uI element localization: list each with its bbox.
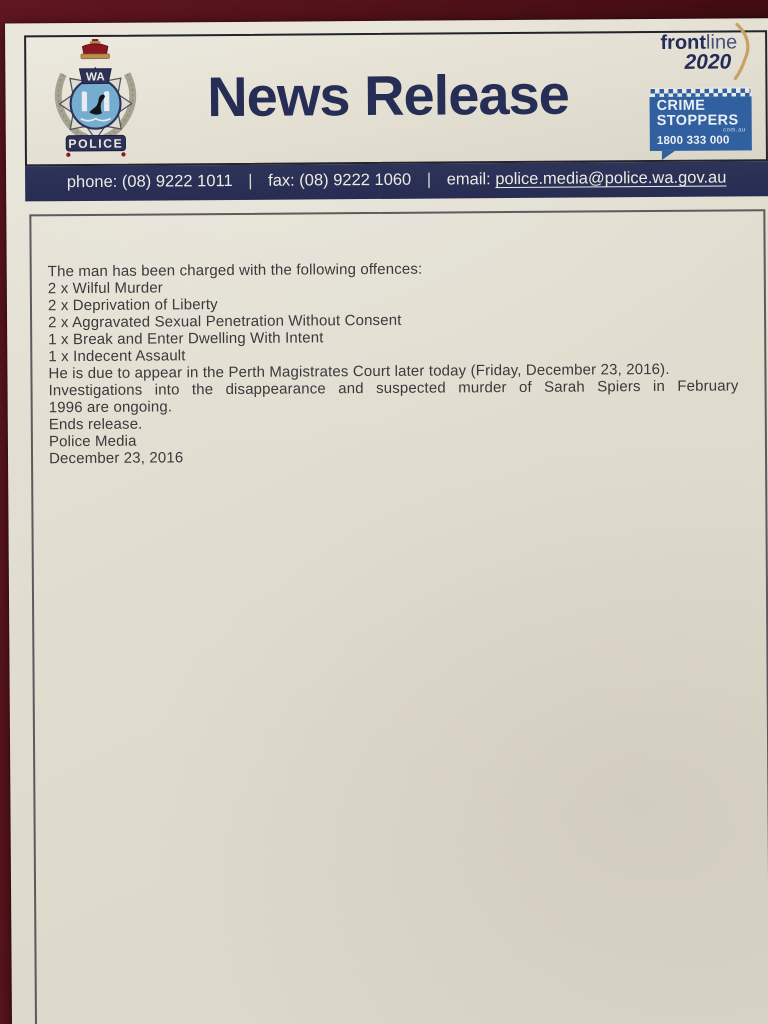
crime-stoppers-speech-tail bbox=[662, 151, 675, 160]
frontline-2020-logo bbox=[660, 32, 751, 73]
pillar-right bbox=[104, 90, 109, 110]
crime-stoppers-box bbox=[650, 96, 752, 152]
ends-release-line: Ends release. bbox=[48, 415, 143, 434]
charge-item: 2 x Deprivation of Liberty bbox=[47, 296, 218, 315]
wa-banner bbox=[79, 68, 111, 83]
badge-disc bbox=[70, 78, 120, 128]
frontline-swoosh-icon bbox=[733, 22, 753, 80]
crime-stoppers-line1: CRIME bbox=[656, 97, 706, 114]
phone-label: phone: bbox=[66, 172, 118, 192]
crime-stoppers-line2: STOPPERS bbox=[656, 112, 739, 129]
crime-stoppers-logo bbox=[649, 87, 752, 161]
crime-stoppers-phone: 1800 333 000 bbox=[656, 134, 730, 148]
header-logos bbox=[631, 32, 756, 161]
date-line: December 23, 2016 bbox=[48, 449, 184, 468]
charge-item: 1 x Indecent Assault bbox=[48, 347, 186, 366]
police-banner bbox=[66, 135, 126, 157]
frontline-year: 2020 bbox=[684, 50, 732, 74]
charge-item: 2 x Wilful Murder bbox=[47, 279, 163, 298]
investigation-line-1: Investigations into the disappearance and suspected murder of Sarah Spiers in February bbox=[48, 377, 739, 400]
investigation-line-2: 1996 are ongoing. bbox=[48, 398, 173, 417]
charge-item: 1 x Break and Enter Dwelling With Intent bbox=[48, 329, 324, 349]
separator: | bbox=[248, 171, 253, 190]
news-release-page bbox=[5, 18, 768, 1024]
pillar-left bbox=[82, 91, 87, 111]
wa-police-badge bbox=[42, 37, 149, 164]
email-address: police.media@police.wa.gov.au bbox=[495, 168, 727, 189]
court-line: He is due to appear in the Perth Magistrates Court later today (Friday, December 23, 2016). bbox=[48, 360, 670, 383]
svg-text:POLICE: POLICE bbox=[68, 136, 124, 151]
header bbox=[24, 30, 768, 166]
release-body bbox=[29, 209, 768, 1024]
contact-bar bbox=[25, 161, 768, 201]
page-title: News Release bbox=[207, 62, 570, 129]
email-label: email: bbox=[446, 170, 491, 189]
charge-item: 2 x Aggravated Sexual Penetration Without Consent bbox=[48, 311, 402, 332]
signoff-line: Police Media bbox=[48, 432, 137, 451]
intro-line: The man has been charged with the following offences: bbox=[47, 260, 423, 281]
phone-value: (08) 9222 1011 bbox=[121, 171, 233, 191]
crime-stoppers-suffix: com.au bbox=[723, 127, 746, 134]
wa-police-badge-icon bbox=[42, 37, 149, 159]
frontline-word-front: front bbox=[660, 31, 707, 54]
crown-icon bbox=[81, 38, 110, 58]
frontline-word-line: line bbox=[705, 31, 738, 54]
svg-text:WA: WA bbox=[85, 69, 105, 83]
separator: | bbox=[426, 170, 432, 189]
fax-value: (08) 9222 1060 bbox=[299, 170, 412, 190]
fax-label: fax: bbox=[268, 171, 295, 190]
